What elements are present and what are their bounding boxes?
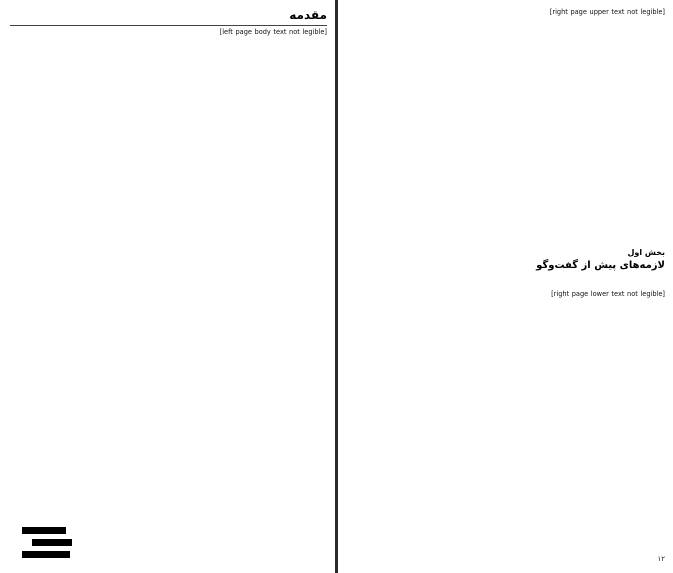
chapter-kicker: بخش اول: [627, 248, 665, 257]
redaction-bar: [22, 527, 66, 534]
right-page-upper-body: [right page upper text not legible]: [549, 8, 665, 16]
redaction-bar: [32, 539, 72, 546]
left-page-content: [10, 8, 327, 565]
heading-rule: [10, 25, 327, 26]
right-page: [338, 0, 673, 573]
left-page: [0, 0, 335, 573]
left-page-heading: مقدمه: [289, 8, 327, 22]
right-page-content: [348, 8, 665, 565]
right-page-upper-text: [348, 8, 665, 225]
left-page-body: [10, 28, 327, 565]
page-number: ۱۲: [657, 555, 665, 563]
right-page-lower-body: [right page lower text not legible]: [551, 290, 665, 298]
left-page-body-text: [left page body text not legible]: [219, 28, 327, 36]
right-page-lower-text: [348, 290, 665, 565]
redaction-bar: [22, 551, 70, 558]
chapter-title: لازمه‌های پیش از گفت‌وگو: [536, 260, 665, 271]
chapter-header: [348, 248, 665, 279]
